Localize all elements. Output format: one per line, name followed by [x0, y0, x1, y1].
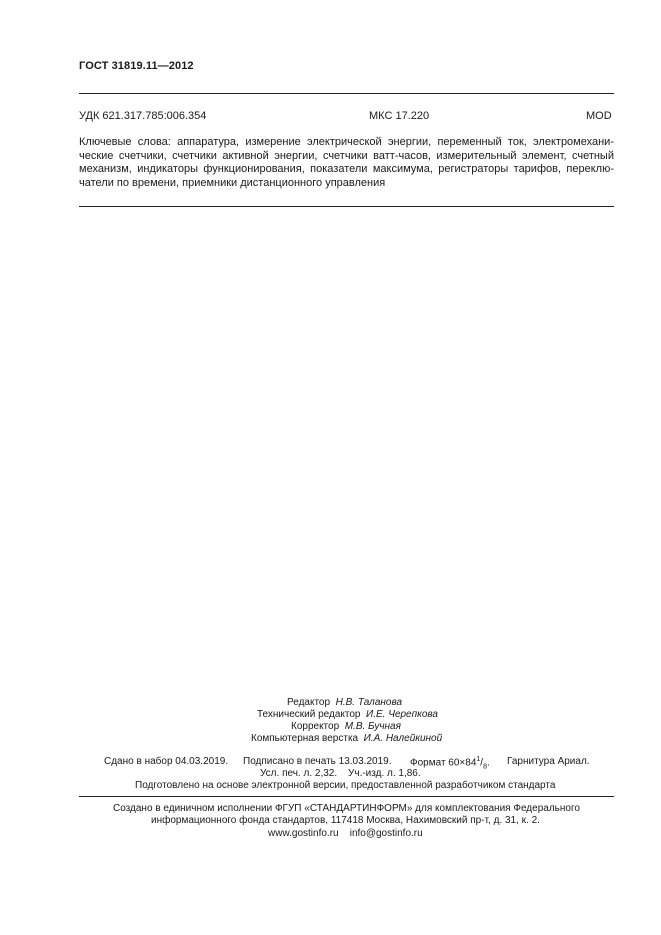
mod-label: MOD — [586, 110, 612, 122]
keywords-paragraph — [79, 136, 614, 190]
tech-editor-label: Технический редактор — [257, 709, 361, 720]
editor-line — [287, 697, 402, 708]
editor-name: Н.В. Таланова — [335, 697, 403, 708]
layout-name: И.А. Налейкиной — [363, 733, 443, 744]
publisher-line-2: информационного фонда стандартов, 117418 Москва, Нахимовский пр-т, д. 31, к. 2. — [151, 815, 540, 826]
corrector-line — [291, 721, 401, 732]
tech-editor-line — [257, 709, 438, 720]
format-numerator: 1 — [476, 756, 481, 763]
layout-line — [251, 733, 442, 744]
keywords-line: Ключевые слова: аппаратура, измерение электрической энергии, переменный ток, электромехани- — [79, 136, 614, 148]
format-prefix: Формат 60×84 — [410, 757, 477, 769]
standard-code: ГОСТ 31819.11—2012 — [79, 60, 194, 72]
divider-bottom — [79, 796, 614, 797]
corrector-label: Корректор — [291, 721, 340, 732]
publisher-contacts — [268, 828, 423, 839]
corrector-name: М.В. Бучная — [344, 721, 401, 732]
keywords-line: ческие счетчики, счетчики активной энергии, счетчики ватт-часов, измерительный элемент, счетный — [79, 149, 614, 162]
layout-label: Компьютерная верстка — [251, 733, 359, 744]
mks-code: МКС 17.220 — [369, 110, 430, 122]
format-denominator: 8 — [483, 763, 487, 771]
submitted-date: Сдано в набор 04.03.2019. — [104, 756, 229, 767]
publishing-sheets: Уч.-изд. л. 1,86. — [348, 768, 421, 779]
signed-date: Подписано в печать 13.03.2019. — [243, 756, 392, 767]
divider-keywords — [79, 206, 614, 207]
prepared-note: Подготовлено на основе электронной версии, предоставленной разработчиком стандарта — [135, 780, 556, 791]
tech-editor-name: И.Е. Черепкова — [366, 709, 438, 720]
keywords-line: механизм, индикаторы функционирования, показатели максимума, регистраторы тарифов, переклю- — [79, 163, 614, 176]
email-link[interactable]: info@gostinfo.ru — [349, 828, 423, 839]
typeface: Гарнитура Ариал. — [507, 756, 590, 767]
keywords-line: чатели по времени, приемники дистанционного управления — [79, 176, 386, 189]
conventional-sheets: Усл. печ. л. 2,32. — [260, 768, 338, 779]
format-info: Формат $60\times 84^1/_8$. — [410, 756, 490, 771]
editor-label: Редактор — [287, 697, 331, 708]
divider-top — [79, 93, 614, 94]
format-suffix: . — [486, 757, 490, 769]
website-link[interactable]: www.gostinfo.ru — [268, 828, 339, 839]
udk-code: УДК 621.317.785:006.354 — [79, 110, 207, 122]
publisher-line-1: Создано в единичном исполнении ФГУП «СТАНДАРТИНФОРМ» для комплектования Федерального — [113, 803, 580, 814]
